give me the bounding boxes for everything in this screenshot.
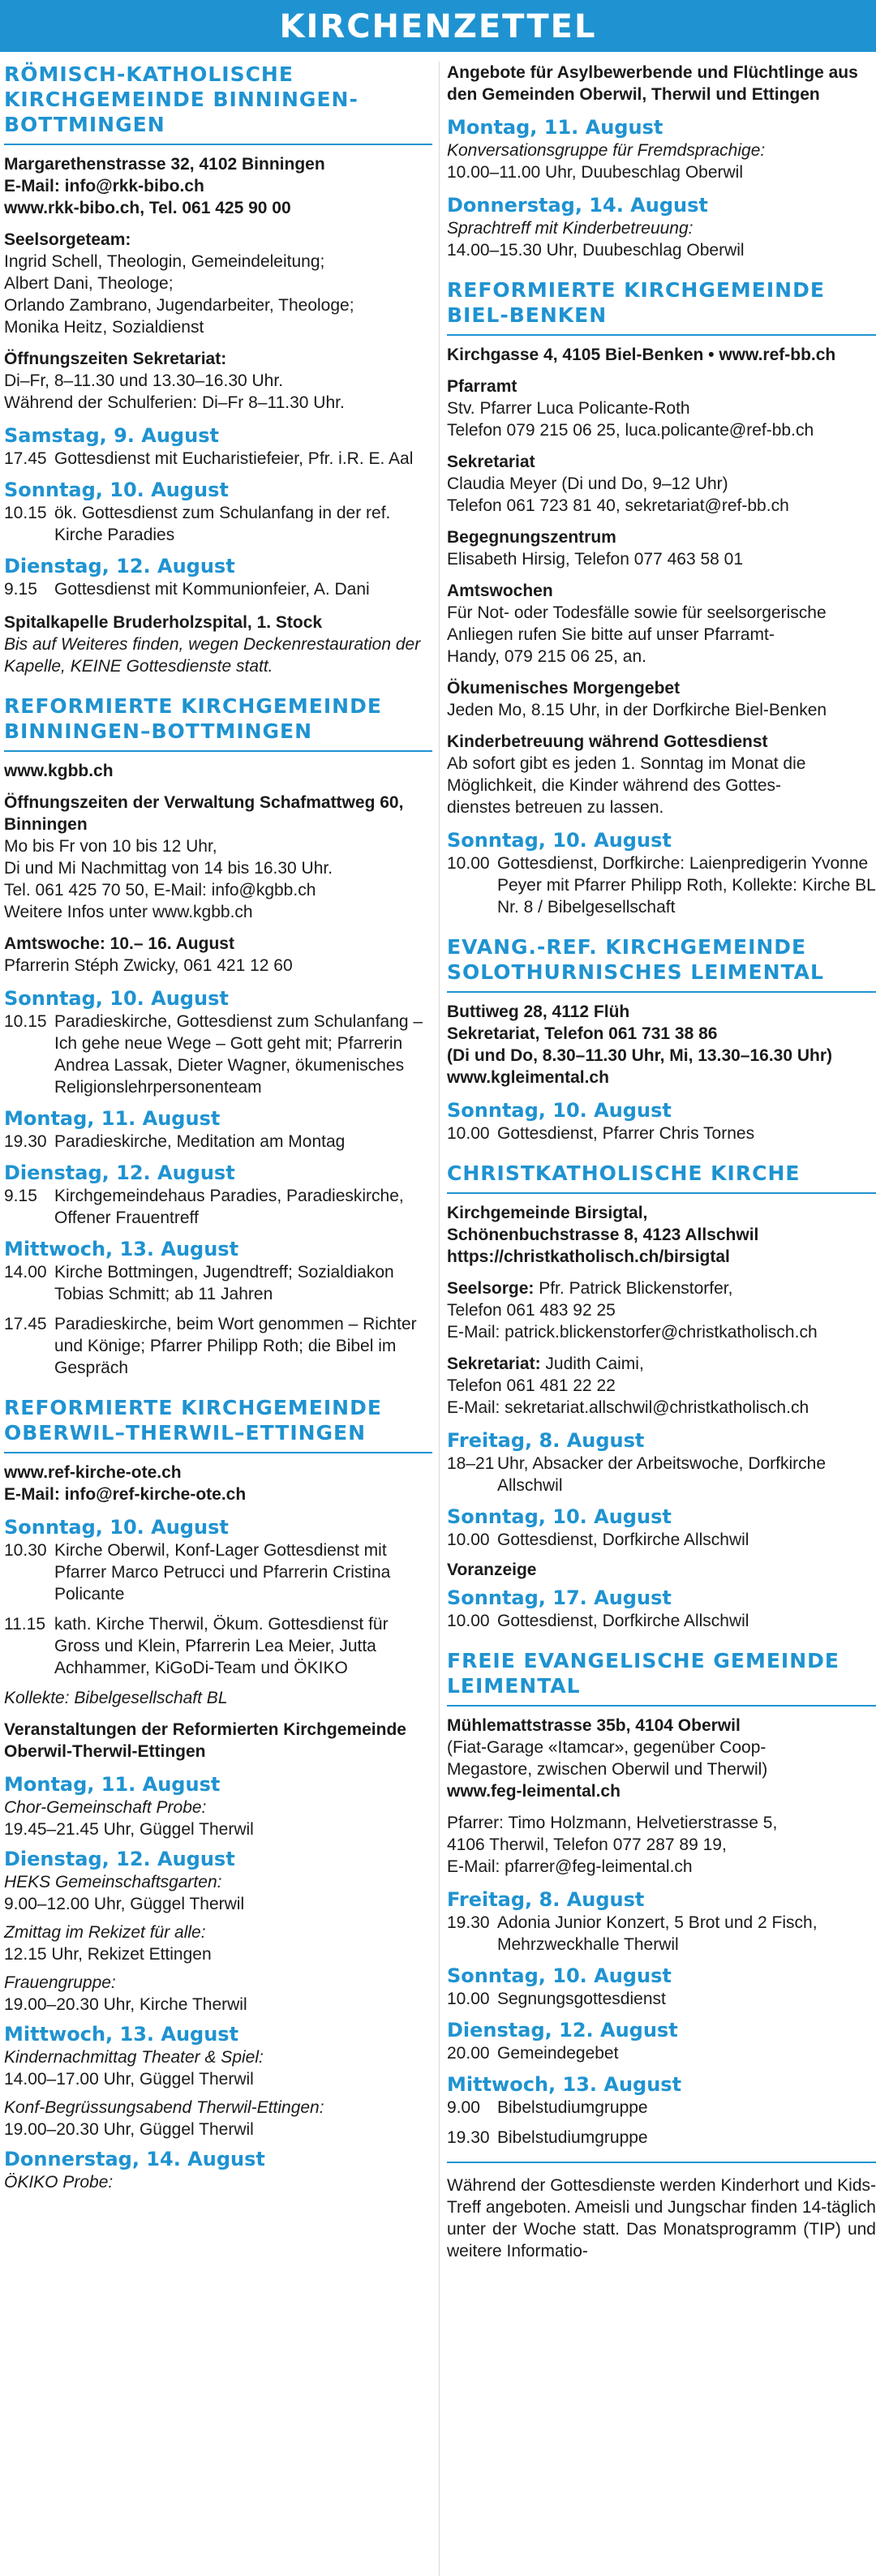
section-christkath [447, 1161, 876, 1632]
section-title: EVANG.-REF. KIRCHGEMEINDE SOLOTHURNISCHES LEIMENTAL [447, 934, 876, 993]
event-time: 14.00 [4, 1263, 47, 1282]
event-row [447, 2042, 876, 2064]
event-text: ök. Gottesdienst zum Schulanfang in der ref. Kirche Paradies [54, 504, 391, 544]
event-time: 17.45 [4, 449, 47, 468]
event-row [447, 2127, 876, 2149]
amt-title: Amtswoche: 10.– 16. August [4, 934, 234, 953]
event-text: Gemeindegebet [497, 2044, 619, 2063]
text-line: Pfarrer: Timo Holzmann, Helvetierstrasse 5, [447, 1814, 778, 1832]
info-line: Jeden Mo, 8.15 Uhr, in der Dorfkirche Biel-Benken [447, 701, 827, 719]
event-item [4, 2097, 432, 2140]
right-column [447, 62, 876, 2278]
team-block [4, 229, 432, 338]
info-block [447, 580, 876, 668]
section-title: REFORMIERTE KIRCHGEMEINDE BINNINGEN–BOTTMINGEN [4, 693, 432, 752]
event-item [4, 1797, 432, 1840]
text-line: Margarethenstrasse 32, 4102 Binningen [4, 155, 325, 174]
event-time: 10.00 [447, 1612, 490, 1630]
event-item [447, 217, 876, 261]
day-heading: Sonntag, 10. August [4, 1516, 229, 1539]
text-line: www.kgleimental.ch [447, 1068, 609, 1087]
contact-block [4, 1462, 432, 1505]
event-detail: 9.00–12.00 Uhr, Güggel Therwil [4, 1895, 245, 1913]
info-block [447, 526, 876, 570]
event-row [4, 1185, 432, 1229]
event-text: Gottesdienst, Dorfkirche Allschwil [497, 1612, 749, 1630]
event-name: Zmittag im Rekizet für alle: [4, 1923, 206, 1942]
feg-web[interactable]: www.feg-leimental.ch [447, 1782, 620, 1801]
preview-label: Voranzeige [447, 1561, 537, 1579]
event-row [4, 448, 432, 470]
event-time: 9.15 [4, 1187, 37, 1205]
left-column [4, 62, 432, 2209]
event-time: 19.30 [4, 1132, 47, 1151]
spital-text: Bis auf Weiteres finden, wegen Deckenrestauration der Kapelle, KEINE Gottesdienste statt. [4, 635, 421, 676]
event-time: 19.30 [447, 2128, 490, 2147]
divider [447, 2162, 876, 2163]
event-row [447, 1988, 876, 2010]
event-time: 9.15 [4, 580, 37, 599]
info-line: Handy, 079 215 06 25, an. [447, 647, 646, 666]
sekretariat-label: Sekretariat: [447, 1355, 546, 1373]
event-detail: 10.00–11.00 Uhr, Duubeschlag Oberwil [447, 163, 744, 182]
event-text: Uhr, Absacker der Arbeitswoche, Dorfkirche Allschwil [497, 1454, 827, 1495]
text-line: https://christkatholisch.ch/birsigtal [447, 1247, 730, 1266]
info-line: Für Not- oder Todesfälle sowie für seelsorgerische [447, 603, 827, 622]
event-time: 10.00 [447, 1531, 490, 1549]
event-row [4, 1261, 432, 1305]
info-line: dienstes betreuen zu lassen. [447, 798, 664, 817]
info-label: Pfarramt [447, 377, 517, 396]
info-label: Kinderbetreuung während Gottesdienst [447, 732, 768, 751]
admin-line: Mo bis Fr von 10 bis 12 Uhr, [4, 837, 217, 856]
event-item [4, 2171, 432, 2193]
text-line: Sekretariat, Telefon 061 731 38 86 [447, 1024, 718, 1043]
event-row [447, 1610, 876, 1632]
feg-pastor [447, 1812, 876, 1878]
section-rk [4, 62, 432, 677]
event-row [447, 852, 876, 918]
text-line: (Di und Do, 8.30–11.30 Uhr, Mi, 13.30–16.30 Uhr) [447, 1046, 833, 1065]
event-name: Kindernachmittag Theater & Spiel: [4, 2048, 264, 2067]
event-row [4, 1539, 432, 1605]
text-line: Buttiweg 28, 4112 Flüh [447, 1002, 630, 1021]
event-text: Paradieskirche, Gottesdienst zum Schulanfang – Ich gehe neue Wege – Gott geht mit; Pfarrerin Andrea Lassak, Dieter Wagner, ökumenisches Religionslehrpersonenteam [54, 1012, 423, 1097]
address-block [4, 153, 432, 219]
event-row [4, 1131, 432, 1153]
event-row [447, 1529, 876, 1551]
amt-text: Pfarrerin Stéph Zwicky, 061 421 12 60 [4, 956, 293, 975]
info-label: Sekretariat [447, 453, 535, 471]
contact-block [447, 1001, 876, 1088]
event-time: 11.15 [4, 1615, 45, 1634]
day-heading: Dienstag, 12. August [447, 2019, 678, 2041]
info-line: Möglichkeit, die Kinder während des Gottes- [447, 776, 782, 795]
admin-title: Öffnungszeiten der Verwaltung Schafmattweg 60, Binningen [4, 793, 404, 834]
seelsorge-first [447, 1277, 876, 1299]
event-text: Bibelstudiumgruppe [497, 2128, 648, 2147]
info-line: Anliegen rufen Sie bitte auf unser Pfarramt- [447, 625, 775, 644]
event-row [447, 1453, 876, 1496]
team-line: Albert Dani, Theologe; [4, 274, 174, 293]
amt-block [4, 933, 432, 977]
info-line: Claudia Meyer (Di und Do, 9–12 Uhr) [447, 474, 728, 493]
section-title: FREIE EVANGELISCHE GEMEINDE LEIMENTAL [447, 1648, 876, 1707]
veranst-title: Veranstaltungen der Reformierten Kirchgemeinde Oberwil-Therwil-Ettingen [4, 1720, 406, 1761]
sekretariat-first [447, 1353, 876, 1375]
text-line: E-Mail: info@rkk-bibo.ch [4, 177, 204, 195]
event-name: Chor-Gemeinschaft Probe: [4, 1798, 207, 1817]
event-text: Gottesdienst, Dorfkirche Allschwil [497, 1531, 749, 1549]
event-time: 10.15 [4, 504, 47, 522]
info-label: Amtswochen [447, 582, 553, 600]
day-heading: Montag, 11. August [447, 116, 663, 139]
event-row [447, 1123, 876, 1144]
asyl-title: Angebote für Asylbewerbende und Flüchtlinge aus den Gemeinden Oberwil, Therwil und Ettingen [447, 63, 858, 104]
sekretariat-line: Telefon 061 481 22 22 [447, 1376, 616, 1395]
day-heading: Sonntag, 10. August [4, 987, 229, 1010]
text-line: www.ref-kirche-ote.ch [4, 1463, 182, 1482]
seelsorge-label: Seelsorge: [447, 1279, 539, 1298]
info-block [447, 731, 876, 818]
day-heading: Sonntag, 10. August [447, 1099, 672, 1122]
day-heading: Mittwoch, 13. August [4, 2023, 239, 2046]
admin-line: Tel. 061 425 70 50, E-Mail: info@kgbb.ch [4, 881, 316, 899]
section-solothurn [447, 934, 876, 1144]
team-line: Orlando Zambrano, Jugendarbeiter, Theologe; [4, 296, 354, 315]
text-line: E-Mail: info@ref-kirche-ote.ch [4, 1485, 247, 1504]
day-heading: Mittwoch, 13. August [4, 1238, 239, 1260]
event-item [4, 2046, 432, 2090]
admin-line: Di und Mi Nachmittag von 14 bis 16.30 Uhr. [4, 859, 333, 878]
web-link[interactable]: www.kgbb.ch [4, 762, 114, 780]
team-line: Monika Heitz, Sozialdienst [4, 318, 204, 337]
team-line: Ingrid Schell, Theologin, Gemeindeleitung; [4, 252, 325, 271]
text-line: Megastore, zwischen Oberwil und Therwil) [447, 1760, 768, 1779]
feg-address: Mühlemattstrasse 35b, 4104 Oberwil [447, 1716, 741, 1735]
info-line: Ab sofort gibt es jeden 1. Sonntag im Monat die [447, 754, 806, 773]
section-title: REFORMIERTE KIRCHGEMEINDE OBERWIL–THERWIL–ETTINGEN [4, 1395, 432, 1453]
admin-block [4, 792, 432, 923]
event-text: Adonia Junior Konzert, 5 Brot und 2 Fisch, Mehrzweckhalle Therwil [497, 1913, 818, 1954]
event-name: Konversationsgruppe für Fremdsprachige: [447, 141, 766, 160]
text-line: Kirchgemeinde Birsigtal, [447, 1204, 648, 1222]
spital-title: Spitalkapelle Bruderholzspital, 1. Stock [4, 613, 323, 632]
event-time: 20.00 [447, 2044, 490, 2063]
event-time: 10.00 [447, 1124, 490, 1143]
info-line: Telefon 061 723 81 40, sekretariat@ref-bb.ch [447, 496, 789, 515]
event-name: Konf-Begrüssungsabend Therwil-Ettingen: [4, 2098, 324, 2117]
section-title: RÖMISCH-KATHOLISCHE KIRCHGEMEINDE BINNINGEN-BOTTMINGEN [4, 62, 432, 145]
text-line: (Fiat-Garage «Itamcar», gegenüber Coop- [447, 1738, 766, 1757]
section-biel-benken [447, 277, 876, 918]
event-row [4, 1613, 432, 1679]
day-heading: Donnerstag, 14. August [447, 194, 708, 217]
event-detail: 14.00–17.00 Uhr, Güggel Therwil [4, 2070, 254, 2089]
event-time: 19.30 [447, 1913, 490, 1932]
event-row [447, 2097, 876, 2119]
info-block [447, 376, 876, 441]
event-text: Segnungsgottesdienst [497, 1990, 666, 2008]
day-heading: Dienstag, 12. August [4, 1161, 235, 1184]
text-line: E-Mail: pfarrer@feg-leimental.ch [447, 1857, 693, 1876]
team-label: Seelsorgeteam: [4, 230, 131, 249]
day-heading: Donnerstag, 14. August [4, 2148, 265, 2170]
spital-block [4, 612, 432, 677]
day-heading: Mittwoch, 13. August [447, 2073, 682, 2096]
feg-footer: Während der Gottesdienste werden Kinderhort und Kids-Treff angeboten. Ameisli und Jungschar finden 14-täglich unter der Woche statt. Das Monatsprogramm (TIP) und weitere Informatio- [447, 2176, 876, 2260]
hours-line: Während der Schulferien: Di–Fr 8–11.30 Uhr. [4, 393, 345, 412]
event-name: Frauengruppe: [4, 1973, 116, 1992]
day-heading: Sonntag, 10. August [4, 479, 229, 501]
event-text: kath. Kirche Therwil, Ökum. Gottesdienst für Gross und Klein, Pfarrerin Lea Meier, Jutta Achhammer, KiGoDi-Team und ÖKIKO [54, 1615, 389, 1677]
event-item [4, 1972, 432, 2016]
event-text: Bibelstudiumgruppe [497, 2098, 648, 2117]
event-time: 18–21 [447, 1454, 495, 1473]
day-heading: Montag, 11. August [4, 1107, 221, 1130]
event-detail: 19.00–20.30 Uhr, Kirche Therwil [4, 1995, 247, 2014]
day-heading: Freitag, 8. August [447, 1429, 645, 1452]
day-heading: Dienstag, 12. August [4, 555, 235, 577]
sekretariat-line: E-Mail: sekretariat.allschwil@christkatholisch.ch [447, 1398, 809, 1417]
head-block [447, 1202, 876, 1268]
day-heading: Sonntag, 10. August [447, 1964, 672, 1987]
event-text: Paradieskirche, beim Wort genommen – Richter und Könige; Pfarrer Philipp Roth; die Bibel im Gespräch [54, 1315, 417, 1377]
info-label: Ökumenisches Morgengebet [447, 679, 681, 698]
page-title: KIRCHENZETTEL [0, 0, 876, 52]
seelsorge-name: Pfr. Patrick Blickenstorfer, [539, 1279, 733, 1298]
sekretariat-block [447, 1353, 876, 1419]
hours-block [4, 348, 432, 414]
seelsorge-line: E-Mail: patrick.blickenstorfer@christkatholisch.ch [447, 1323, 818, 1342]
section-title: REFORMIERTE KIRCHGEMEINDE BIEL-BENKEN [447, 277, 876, 336]
section-feg [447, 1648, 876, 2262]
event-text: Kirche Bottmingen, Jugendtreff; Sozialdiakon Tobias Schmitt; ab 11 Jahren [54, 1263, 394, 1303]
info-line: Elisabeth Hirsig, Telefon 077 463 58 01 [447, 550, 744, 569]
event-text: Gottesdienst mit Eucharistiefeier, Pfr. i.R. E. Aal [54, 449, 414, 468]
text-line: www.rkk-bibo.ch, Tel. 061 425 90 00 [4, 199, 291, 217]
event-name: Sprachtreff mit Kinderbetreuung: [447, 219, 694, 238]
event-row [4, 1011, 432, 1098]
day-heading: Sonntag, 10. August [447, 829, 672, 852]
admin-line: Weitere Infos unter www.kgbb.ch [4, 903, 253, 921]
event-row [447, 1912, 876, 1956]
event-text: Gottesdienst, Dorfkirche: Laienpredigerin Yvonne Peyer mit Pfarrer Philipp Roth, Kollekte: Kirche BL Nr. 8 / Bibelgesellschaft [497, 854, 876, 917]
event-name: HEKS Gemeinschaftsgarten: [4, 1873, 222, 1891]
event-detail: 19.45–21.45 Uhr, Güggel Therwil [4, 1820, 254, 1839]
day-heading: Sonntag, 17. August [447, 1586, 672, 1609]
address: Kirchgasse 4, 4105 Biel-Benken • www.ref-bb.ch [447, 346, 836, 364]
event-time: 10.30 [4, 1541, 47, 1560]
feg-location [447, 1737, 876, 1780]
day-heading: Samstag, 9. August [4, 424, 219, 447]
event-text: Gottesdienst, Pfarrer Chris Tornes [497, 1124, 755, 1143]
section-title: CHRISTKATHOLISCHE KIRCHE [447, 1161, 876, 1194]
event-row [4, 1313, 432, 1379]
event-item [447, 140, 876, 183]
seelsorge-line: Telefon 061 483 92 25 [447, 1301, 616, 1320]
day-heading: Freitag, 8. August [447, 1888, 645, 1911]
info-block [447, 677, 876, 721]
event-detail: 19.00–20.30 Uhr, Güggel Therwil [4, 2120, 254, 2139]
event-time: 10.15 [4, 1012, 47, 1031]
info-block [447, 451, 876, 517]
event-text: Kirche Oberwil, Konf-Lager Gottesdienst mit Pfarrer Marco Petrucci und Pfarrerin Cristina Policante [54, 1541, 391, 1604]
event-name: ÖKIKO Probe: [4, 2173, 114, 2192]
seelsorge-block [447, 1277, 876, 1343]
event-time: 10.00 [447, 1990, 490, 2008]
hours-label: Öffnungszeiten Sekretariat: [4, 350, 227, 368]
event-row [4, 502, 432, 546]
day-heading: Sonntag, 10. August [447, 1505, 672, 1528]
section-asyl [447, 62, 876, 261]
section-ote [4, 1395, 432, 2193]
event-item [4, 1871, 432, 1915]
event-item [4, 1921, 432, 1965]
hours-line: Di–Fr, 8–11.30 und 13.30–16.30 Uhr. [4, 371, 284, 390]
event-time: 9.00 [447, 2098, 480, 2117]
event-detail: 14.00–15.30 Uhr, Duubeschlag Oberwil [447, 241, 745, 260]
day-heading: Montag, 11. August [4, 1773, 221, 1796]
event-text: Paradieskirche, Meditation am Montag [54, 1132, 346, 1151]
sekretariat-name: Judith Caimi, [545, 1355, 644, 1373]
event-row [4, 578, 432, 600]
info-label: Begegnungszentrum [447, 528, 616, 547]
kollekte: Kollekte: Bibelgesellschaft BL [4, 1689, 228, 1707]
day-heading: Dienstag, 12. August [4, 1848, 235, 1870]
event-text: Gottesdienst mit Kommunionfeier, A. Dani [54, 580, 370, 599]
info-line: Telefon 079 215 06 25, luca.policante@ref-bb.ch [447, 421, 814, 440]
text-line: Schönenbuchstrasse 8, 4123 Allschwil [447, 1226, 759, 1244]
section-bibo [4, 693, 432, 1379]
event-time: 10.00 [447, 854, 490, 873]
event-detail: 12.15 Uhr, Rekizet Ettingen [4, 1945, 212, 1964]
event-text: Kirchgemeindehaus Paradies, Paradieskirche, Offener Frauentreff [54, 1187, 404, 1227]
info-line: Stv. Pfarrer Luca Policante-Roth [447, 399, 690, 418]
text-line: 4106 Therwil, Telefon 077 287 89 19, [447, 1835, 727, 1854]
event-time: 17.45 [4, 1315, 47, 1333]
